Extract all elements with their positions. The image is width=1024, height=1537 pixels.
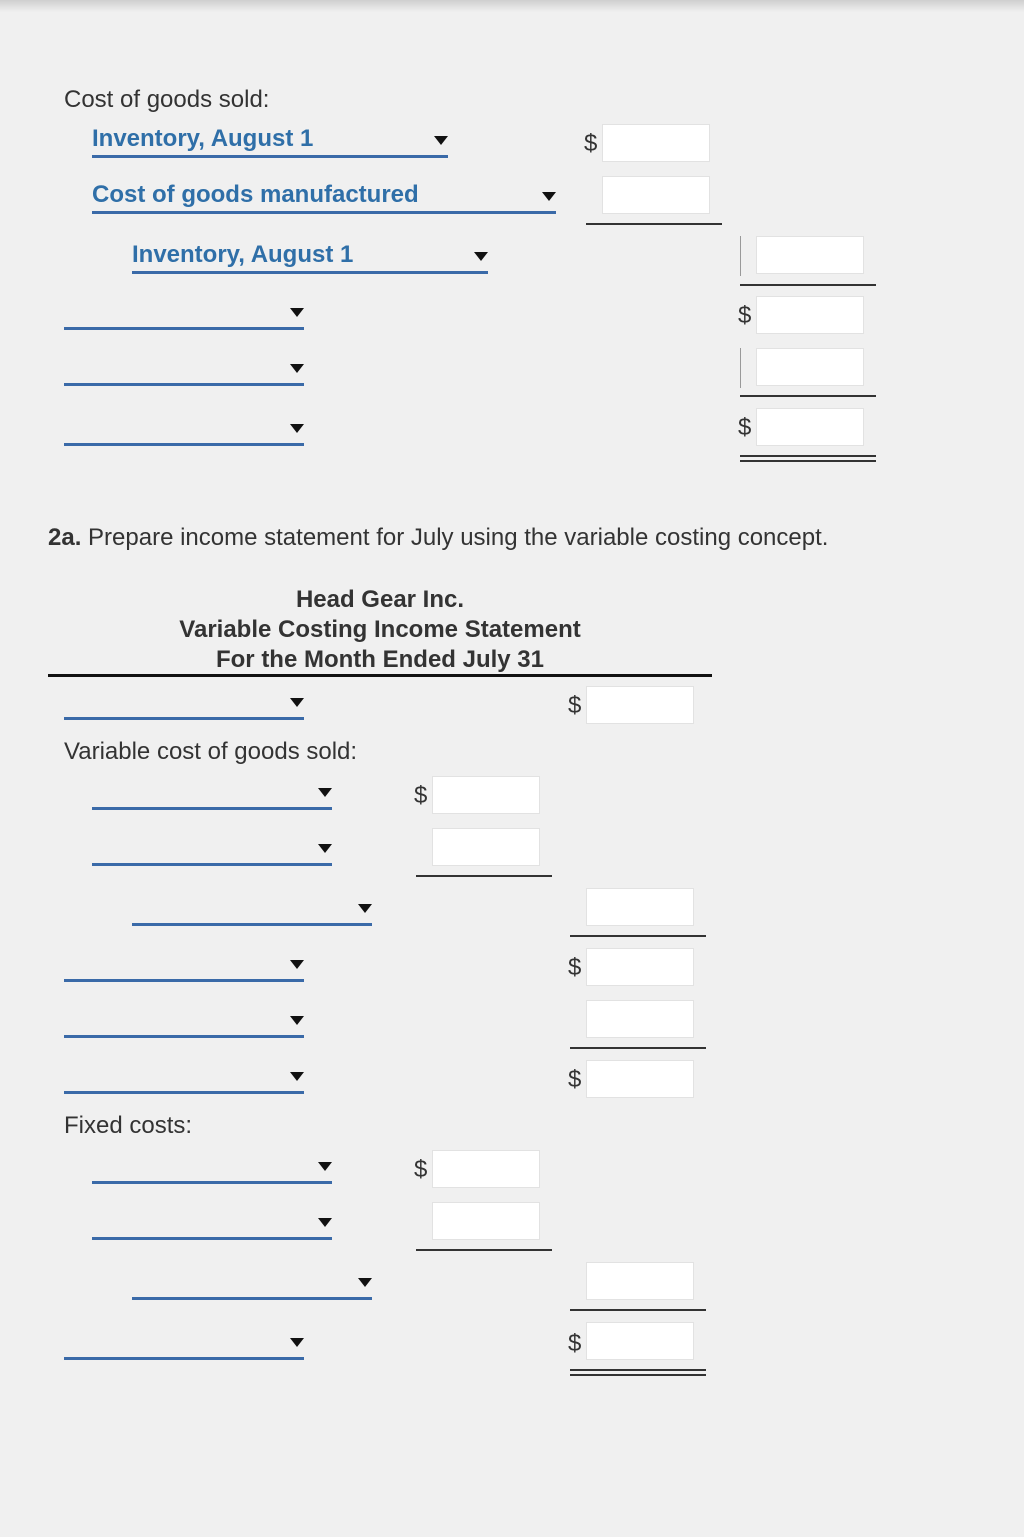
select-blank[interactable] bbox=[64, 412, 304, 446]
underline bbox=[570, 1309, 706, 1311]
amount-input[interactable] bbox=[756, 236, 864, 274]
cogs-heading: Cost of goods sold: bbox=[64, 86, 270, 113]
chevron-down-icon bbox=[474, 252, 488, 261]
select-blank[interactable] bbox=[64, 1060, 304, 1094]
task-text: Prepare income statement for July using the variable costing concept. bbox=[88, 524, 829, 551]
statement-title: Variable Costing Income Statement bbox=[179, 616, 581, 643]
select-cost-goods-manufactured[interactable] bbox=[92, 180, 556, 214]
amount-input[interactable] bbox=[432, 776, 540, 814]
select-blank[interactable] bbox=[92, 1150, 332, 1184]
double-underline bbox=[570, 1369, 706, 1376]
select-blank[interactable] bbox=[132, 1266, 372, 1300]
amount-input[interactable] bbox=[756, 348, 864, 386]
select-blank[interactable] bbox=[64, 686, 304, 720]
select-inventory-aug-1-end[interactable] bbox=[132, 240, 488, 274]
underline bbox=[740, 395, 876, 397]
amount-input[interactable] bbox=[586, 1262, 694, 1300]
dollar-sign: $ bbox=[568, 1330, 582, 1357]
chevron-down-icon bbox=[290, 698, 304, 707]
dollar-sign: $ bbox=[738, 302, 752, 329]
select-blank[interactable] bbox=[64, 352, 304, 386]
chevron-down-icon bbox=[542, 192, 556, 201]
amount-input[interactable] bbox=[586, 948, 694, 986]
amount-input[interactable] bbox=[602, 176, 710, 214]
amount-input[interactable] bbox=[756, 408, 864, 446]
amount-input[interactable] bbox=[432, 828, 540, 866]
underline bbox=[586, 223, 722, 225]
select-blank[interactable] bbox=[64, 948, 304, 982]
amount-input[interactable] bbox=[586, 1060, 694, 1098]
chevron-down-icon bbox=[290, 960, 304, 969]
amount-input[interactable] bbox=[586, 686, 694, 724]
chevron-down-icon bbox=[434, 136, 448, 145]
task-instruction bbox=[48, 524, 828, 552]
underline bbox=[570, 935, 706, 937]
chevron-down-icon bbox=[290, 1016, 304, 1025]
task-number: 2a. bbox=[48, 524, 82, 551]
select-inventory-aug-1[interactable] bbox=[92, 124, 448, 158]
chevron-down-icon bbox=[290, 424, 304, 433]
amount-input[interactable] bbox=[602, 124, 710, 162]
statement-period: For the Month Ended July 31 bbox=[215, 646, 545, 673]
fixed-costs-heading: Fixed costs: bbox=[64, 1112, 193, 1139]
dollar-sign: $ bbox=[584, 130, 598, 157]
amount-input[interactable] bbox=[432, 1150, 540, 1188]
select-cogm-value: Cost of goods manufactured bbox=[92, 181, 419, 208]
chevron-down-icon bbox=[318, 1162, 332, 1171]
variable-cogs-heading: Variable cost of goods sold: bbox=[64, 738, 358, 765]
select-inventory-end-value: Inventory, August 1 bbox=[132, 241, 354, 268]
dollar-sign: $ bbox=[568, 954, 582, 981]
amount-input[interactable] bbox=[586, 888, 694, 926]
select-blank[interactable] bbox=[92, 776, 332, 810]
select-blank[interactable] bbox=[64, 296, 304, 330]
chevron-down-icon bbox=[290, 364, 304, 373]
amount-input[interactable] bbox=[586, 1322, 694, 1360]
select-blank[interactable] bbox=[92, 832, 332, 866]
chevron-down-icon bbox=[290, 1072, 304, 1081]
dollar-sign: $ bbox=[738, 414, 752, 441]
underline bbox=[740, 284, 876, 286]
chevron-down-icon bbox=[290, 308, 304, 317]
amount-input[interactable] bbox=[756, 296, 864, 334]
dollar-sign: $ bbox=[414, 1156, 428, 1183]
underline bbox=[416, 875, 552, 877]
column-divider bbox=[740, 236, 741, 276]
select-inventory-aug-1-value: Inventory, August 1 bbox=[92, 125, 314, 152]
underline bbox=[416, 1249, 552, 1251]
chevron-down-icon bbox=[358, 904, 372, 913]
dollar-sign: $ bbox=[414, 782, 428, 809]
select-blank[interactable] bbox=[132, 892, 372, 926]
header-rule bbox=[48, 674, 712, 677]
company-name: Head Gear Inc. bbox=[295, 586, 465, 613]
double-underline bbox=[740, 455, 876, 462]
select-blank[interactable] bbox=[64, 1004, 304, 1038]
select-blank[interactable] bbox=[64, 1326, 304, 1360]
amount-input[interactable] bbox=[432, 1202, 540, 1240]
chevron-down-icon bbox=[318, 1218, 332, 1227]
amount-input[interactable] bbox=[586, 1000, 694, 1038]
dollar-sign: $ bbox=[568, 692, 582, 719]
chevron-down-icon bbox=[290, 1338, 304, 1347]
select-blank[interactable] bbox=[92, 1206, 332, 1240]
chevron-down-icon bbox=[358, 1278, 372, 1287]
top-shadow bbox=[0, 0, 1024, 12]
underline bbox=[570, 1047, 706, 1049]
dollar-sign: $ bbox=[568, 1066, 582, 1093]
column-divider bbox=[740, 348, 741, 388]
chevron-down-icon bbox=[318, 788, 332, 797]
chevron-down-icon bbox=[318, 844, 332, 853]
